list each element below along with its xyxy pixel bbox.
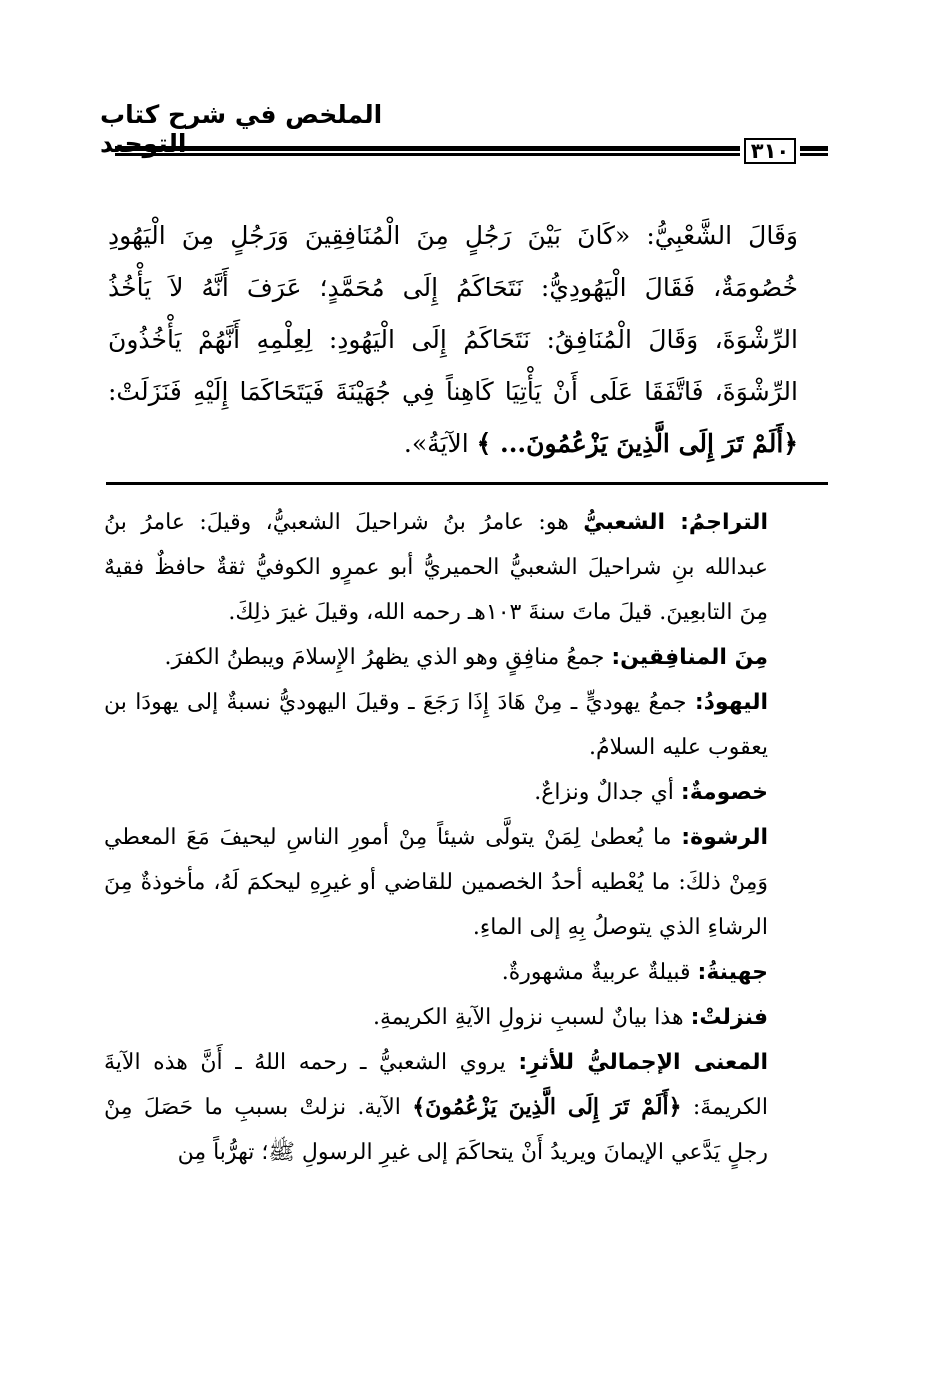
commentary [104,500,828,1175]
main-text [108,210,828,470]
note-text: جمعُ منافِقٍ وهو الذي يظهرُ الإِسلامَ ويبطنُ الكفرَ. [164,645,605,670]
note-munafiqin [104,635,828,680]
page-number: ٣١٠ [744,138,796,164]
note-term: اليهودُ: [694,690,768,715]
note-text: أي جدالٌ ونزاعٌ. [534,780,674,805]
main-paragraph-end: الآيَةُ». [403,429,469,458]
note-term: التراجمُ: الشعبيُّ [583,510,768,535]
header-rule-short [800,146,828,156]
note-term: خصومةٌ: [680,780,768,805]
quran-verse: ﴿أَلَمْ تَرَ إِلَى الَّذِينَ يَزْعُمُونَ... ﴾ [476,429,798,458]
note-text: ما يُعطىٰ لِمَنْ يتولَّى شيئاً مِنْ أمورِ الناسِ ليحيفَ مَعَ المعطي وَمِنْ ذلكَ: ما يُعْطيه أحدُ الخصمين للقاضي أو غيرِهِ ليحكمَ لَهُ، مأخوذةٌ مِنَ الرشاءِ الذي يتوصلُ بِهِ إلى الماءِ. [104,825,768,940]
note-fanazalat [104,995,828,1040]
note-term: المعنى الإجماليُّ للأثرِ: [518,1050,769,1075]
running-title: الملخص في شرح كتاب التوحيد [100,100,383,158]
note-tarajim [104,500,828,635]
note-khusuma [104,770,828,815]
note-rashwa [104,815,828,950]
main-paragraph [108,210,828,470]
note-term: مِنَ المنافِقين: [611,645,768,670]
note-maana [104,1040,828,1175]
note-term: الرشوة: [681,825,768,850]
note-text: يروي الشعبيُّ ـ رحمه اللهُ ـ أَنَّ هذه الآيةَ الكريمةَ: [104,1050,768,1120]
note-text: هو: عامرُ بنُ شراحيلَ الشعبيُّ، وقيلَ: عامرُ بنُ عبدالله بنِ شراحيلَ الشعبيُّ الحميريُّ أبو عمرٍو الكوفيُّ ثقةٌ حافظٌ فقيهٌ مِنَ التابعِينَ. قيلَ ماتَ سنةَ ١٠٣هـ رحمه الله، وقيلَ غيرَ ذلِكَ. [104,510,768,625]
note-text: جمعُ يهوديٍّ ـ مِنْ هَادَ إِذَا رَجَعَ ـ وقيلَ اليهوديُّ نسبةٌ إلى يهودَا بن يعقوب عليه السلامُ. [104,690,768,760]
note-text: الآية. نزلتْ بسببِ ما حَصَلَ مِنْ رجلٍ يَدَّعي الإيمانَ ويريدُ أَنْ يتحاكَمَ إلى غيرِ الرسولِ ﷺ؛ تهرُّباً مِن [104,1095,768,1165]
note-term: فنزلتْ: [690,1005,768,1030]
header-rule [115,146,740,156]
note-text: هذا بيانٌ لسببِ نزولِ الآيةِ الكريمةِ. [372,1005,684,1030]
note-text: قبيلةٌ عربيةٌ مشهورةٌ. [501,960,691,985]
note-yahud [104,680,828,770]
note-verse: ﴿أَلَمْ تَرَ إِلَى الَّذِينَ يَزْعُمُونَ﴾ [412,1094,682,1120]
section-divider [106,482,828,485]
main-paragraph-text: وَقَالَ الشَّعْبِيُّ: «كَانَ بَيْنَ رَجُلٍ مِنَ الْمُنَافِقِينَ وَرَجُلٍ مِنَ الْيَهُودِ خُصُومَةٌ، فَقَالَ الْيَهُودِيُّ: نَتَحَاكَمُ إِلَى مُحَمَّدٍ؛ عَرَفَ أَنَّهُ لاَ يَأْخُذُ الرِّشْوَةَ، وَقَالَ الْمُنَافِقُ: نَتَحَاكَمُ إِلَى الْيَهُودِ: لِعِلْمِهِ أَنَّهُمْ يَأْخُذُونَ الرِّشْوَةَ، فَاتَّفَقَا عَلَى أَنْ يَأْتِيَا كَاهِناً فِي جُهَيْنَةَ فَيَتَحَاكَمَا إِلَيْهِ فَنَزَلَتْ: [108,221,798,406]
note-juhayna [104,950,828,995]
note-term: جهينةُ: [697,960,768,985]
